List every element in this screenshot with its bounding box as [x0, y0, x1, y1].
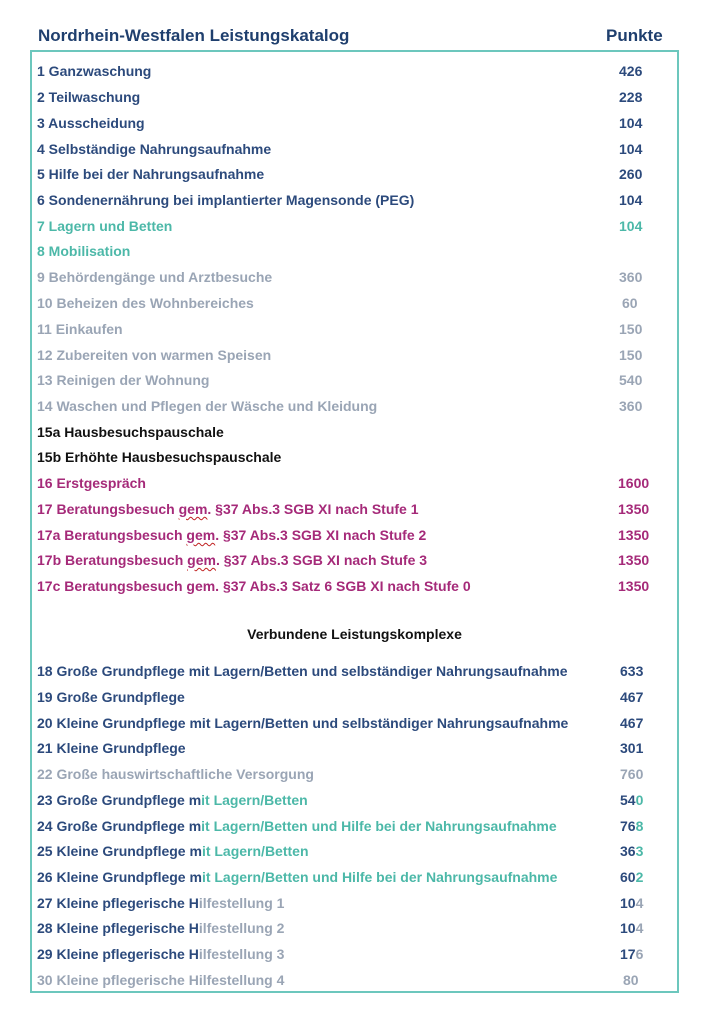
- list-item: [37, 501, 657, 521]
- item-label: 28 Kleine pflegerische Hilfestellung 2: [37, 920, 285, 936]
- list-item: [37, 818, 657, 838]
- item-points: 228: [619, 89, 643, 105]
- list-item: [37, 663, 657, 683]
- item-label: 6 Sondenernährung bei implantierter Magensonde (PEG): [37, 192, 415, 208]
- list-item: [37, 218, 657, 238]
- item-points: 104: [620, 920, 644, 936]
- item-label: 30 Kleine pflegerische Hilfestellung 4: [37, 972, 285, 988]
- item-label: 16 Erstgespräch: [37, 475, 146, 491]
- item-label: 20 Kleine Grundpflege mit Lagern/Betten und selbständiger Nahrungsaufnahme: [37, 715, 569, 731]
- item-label: 25 Kleine Grundpflege mit Lagern/Betten: [37, 843, 309, 859]
- item-label: 17c Beratungsbesuch gem. §37 Abs.3 Satz 6 SGB XI nach Stufe 0: [37, 578, 471, 594]
- item-points: 540: [619, 372, 643, 388]
- list-item: [37, 946, 657, 966]
- list-item: [37, 166, 657, 186]
- item-points: 426: [619, 63, 643, 79]
- points-column-header: Punkte: [606, 26, 663, 45]
- item-label: 21 Kleine Grundpflege: [37, 740, 186, 756]
- list-item: [37, 895, 657, 915]
- list-item: [37, 740, 657, 760]
- list-item: [37, 475, 657, 495]
- item-points: 176: [620, 946, 644, 962]
- section-title: Verbundene Leistungskomplexe: [247, 626, 462, 642]
- item-label: 10 Beheizen des Wohnbereiches: [37, 295, 254, 311]
- page-title: Nordrhein-Westfalen Leistungskatalog: [38, 26, 350, 45]
- item-label: 3 Ausscheidung: [37, 115, 145, 131]
- item-points: 104: [619, 192, 643, 208]
- item-label: 26 Kleine Grundpflege mit Lagern/Betten und Hilfe bei der Nahrungsaufnahme: [37, 869, 558, 885]
- item-label: 11 Einkaufen: [37, 321, 123, 337]
- list-item: [37, 372, 657, 392]
- item-label: 13 Reinigen der Wohnung: [37, 372, 210, 388]
- item-label: 15b Erhöhte Hausbesuchspauschale: [37, 449, 282, 465]
- item-label: 22 Große hauswirtschaftliche Versorgung: [37, 766, 314, 782]
- item-label: 14 Waschen und Pflegen der Wäsche und Kleidung: [37, 398, 378, 414]
- item-points: 80: [623, 972, 639, 988]
- item-label: 8 Mobilisation: [37, 243, 131, 259]
- list-item: [37, 243, 657, 263]
- item-points: 768: [620, 818, 644, 834]
- item-points: 633: [620, 663, 644, 679]
- item-label: 18 Große Grundpflege mit Lagern/Betten und selbständiger Nahrungsaufnahme: [37, 663, 568, 679]
- item-label: 12 Zubereiten von warmen Speisen: [37, 347, 272, 363]
- item-label: 2 Teilwaschung: [37, 89, 141, 105]
- list-item: [37, 192, 657, 212]
- item-label: 19 Große Grundpflege: [37, 689, 185, 705]
- item-points: 363: [620, 843, 644, 859]
- item-points: 60: [622, 295, 638, 311]
- item-points: 104: [619, 141, 643, 157]
- item-label: 7 Lagern und Betten: [37, 218, 173, 234]
- list-item: [37, 552, 657, 572]
- item-label: 17 Beratungsbesuch gem. §37 Abs.3 SGB XI nach Stufe 1: [37, 501, 419, 517]
- list-item: [37, 843, 657, 863]
- item-label: 29 Kleine pflegerische Hilfestellung 3: [37, 946, 285, 962]
- list-item: [37, 115, 657, 135]
- item-label: 24 Große Grundpflege mit Lagern/Betten und Hilfe bei der Nahrungsaufnahme: [37, 818, 557, 834]
- item-label: 1 Ganzwaschung: [37, 63, 152, 79]
- item-points: 1350: [618, 501, 650, 517]
- item-points: 540: [620, 792, 644, 808]
- item-points: 1350: [618, 552, 650, 568]
- list-item: [37, 689, 657, 709]
- list-item: [37, 63, 657, 83]
- item-label: 15a Hausbesuchspauschale: [37, 424, 224, 440]
- item-points: 602: [620, 869, 644, 885]
- list-item: [37, 715, 657, 735]
- item-points: 360: [619, 269, 643, 285]
- list-item: [37, 920, 657, 940]
- list-item: [37, 141, 657, 161]
- list-item: [37, 449, 657, 469]
- list-item: [37, 578, 657, 598]
- item-label: 17b Beratungsbesuch gem. §37 Abs.3 SGB XI nach Stufe 3: [37, 552, 428, 568]
- item-points: 260: [619, 166, 643, 182]
- item-points: 1600: [618, 475, 650, 491]
- item-points: 1350: [618, 527, 650, 543]
- item-label: 23 Große Grundpflege mit Lagern/Betten: [37, 792, 308, 808]
- list-item: [37, 89, 657, 109]
- list-item: [37, 347, 657, 367]
- list-item: [37, 972, 657, 992]
- item-label: 5 Hilfe bei der Nahrungsaufnahme: [37, 166, 265, 182]
- list-item: [37, 869, 657, 889]
- list-item: [37, 527, 657, 547]
- item-points: 467: [620, 715, 644, 731]
- item-points: 150: [619, 321, 643, 337]
- item-points: 360: [619, 398, 643, 414]
- item-points: 760: [620, 766, 644, 782]
- item-label: 27 Kleine pflegerische Hilfestellung 1: [37, 895, 285, 911]
- item-points: 467: [620, 689, 644, 705]
- item-points: 1350: [618, 578, 650, 594]
- item-points: 301: [620, 740, 644, 756]
- item-label: 9 Behördengänge und Arztbesuche: [37, 269, 273, 285]
- item-points: 104: [619, 218, 643, 234]
- item-label: 4 Selbständige Nahrungsaufnahme: [37, 141, 272, 157]
- list-item: [37, 295, 657, 315]
- item-points: 150: [619, 347, 643, 363]
- list-item: [37, 398, 657, 418]
- list-item: [37, 766, 657, 786]
- list-item: [37, 321, 657, 341]
- item-label: 17a Beratungsbesuch gem. §37 Abs.3 SGB XI nach Stufe 2: [37, 527, 427, 543]
- list-item: [37, 792, 657, 812]
- item-points: 104: [619, 115, 643, 131]
- list-item: [37, 424, 657, 444]
- item-points: 104: [620, 895, 644, 911]
- list-item: [37, 269, 657, 289]
